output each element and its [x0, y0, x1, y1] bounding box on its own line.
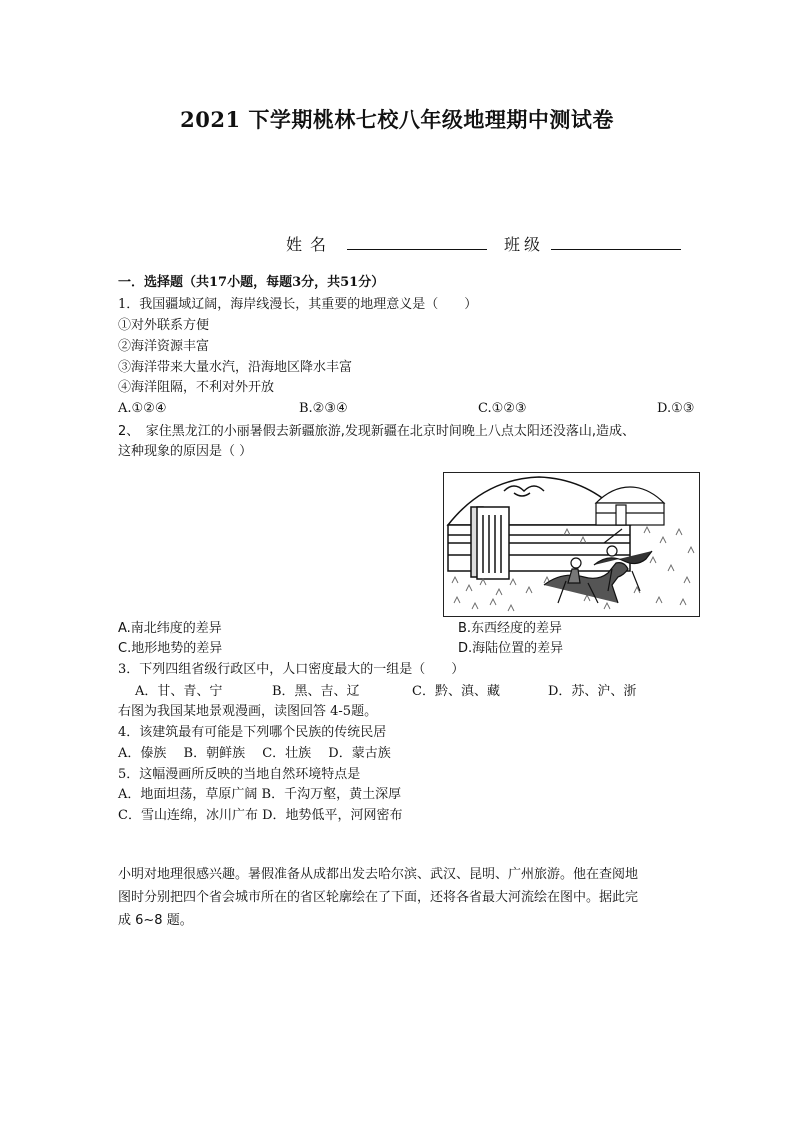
name-blank[interactable] [347, 233, 487, 250]
q5-options-line2: C．雪山连绵，冰川广布 D．地势低平，河网密布 [118, 808, 403, 823]
q45-intro: 右图为我国某地景观漫画，读图回答 4-5题。 [118, 704, 378, 719]
passage-line2: 图时分别把四个省会城市所在的省区轮廓绘在了下面，还将各省最大河流绘在图中。据此完 [118, 890, 639, 905]
name-label: 姓名 [286, 235, 335, 254]
q1-option-b: B.②③④ [299, 401, 348, 416]
q4-options: A．傣族 B．朝鲜族 C．壮族 D．蒙古族 [118, 746, 391, 761]
q4-stem: 4．该建筑最有可能是下列哪个民族的传统民居 [118, 725, 387, 740]
large-yurt-icon [448, 477, 630, 579]
yurt-illustration [443, 472, 700, 617]
q2-option-b: B.东西经度的差异 [458, 621, 563, 636]
q5-stem: 5．这幅漫画所反映的当地自然环境特点是 [118, 767, 361, 782]
q1-item-2: ②海洋资源丰富 [118, 339, 210, 354]
q2-stem-line1: 2、 家住黑龙江的小丽暑假去新疆旅游,发现新疆在北京时间晚上八点太阳还没落山,造成、 [118, 424, 636, 439]
q3-option-a: A．甘、青、宁 [135, 684, 223, 699]
name-field [286, 232, 487, 255]
q1-option-d: D.①③ [657, 401, 695, 416]
q3-option-c: C．黔、滇、藏 [412, 684, 500, 699]
q1-stem: 1．我国疆域辽阔，海岸线漫长，其重要的地理意义是（ ） [118, 297, 478, 312]
passage-line3: 成 6~8 题。 [118, 913, 193, 928]
q3-option-b: B．黑、吉、辽 [272, 684, 360, 699]
q1-option-a: A.①②④ [118, 401, 167, 416]
class-blank[interactable] [551, 233, 681, 250]
q2-option-d: D.海陆位置的差异 [458, 641, 564, 656]
class-field [504, 232, 681, 255]
q1-item-3: ③海洋带来大量水汽，沿海地区降水丰富 [118, 360, 353, 375]
class-label: 班级 [504, 235, 545, 254]
q2-stem-line2: 这种现象的原因是（ ） [118, 444, 253, 459]
q5-options-line1: A．地面坦荡，草原广阔 B．千沟万壑，黄土深厚 [118, 787, 402, 802]
q2-option-c: C.地形地势的差异 [118, 641, 223, 656]
q2-option-a: A.南北纬度的差异 [118, 621, 222, 636]
small-yurt-icon [596, 487, 664, 525]
passage-line1: 小明对地理很感兴趣。暑假准备从成都出发去哈尔滨、武汉、昆明、广州旅游。他在查阅地 [118, 867, 639, 882]
q1-item-4: ④海洋阻隔，不利对外开放 [118, 380, 275, 395]
q1-item-1: ①对外联系方便 [118, 318, 210, 333]
q3-stem: 3．下列四组省级行政区中，人口密度最大的一组是（ ） [118, 662, 465, 677]
page-title: 2021 下学期桃林七校八年级地理期中测试卷 [180, 107, 614, 132]
section-heading: 一．选择题（共17小题，每题3分，共51分） [118, 275, 385, 290]
q3-option-d: D．苏、沪、浙 [548, 684, 637, 699]
q1-option-c: C.①②③ [478, 401, 527, 416]
